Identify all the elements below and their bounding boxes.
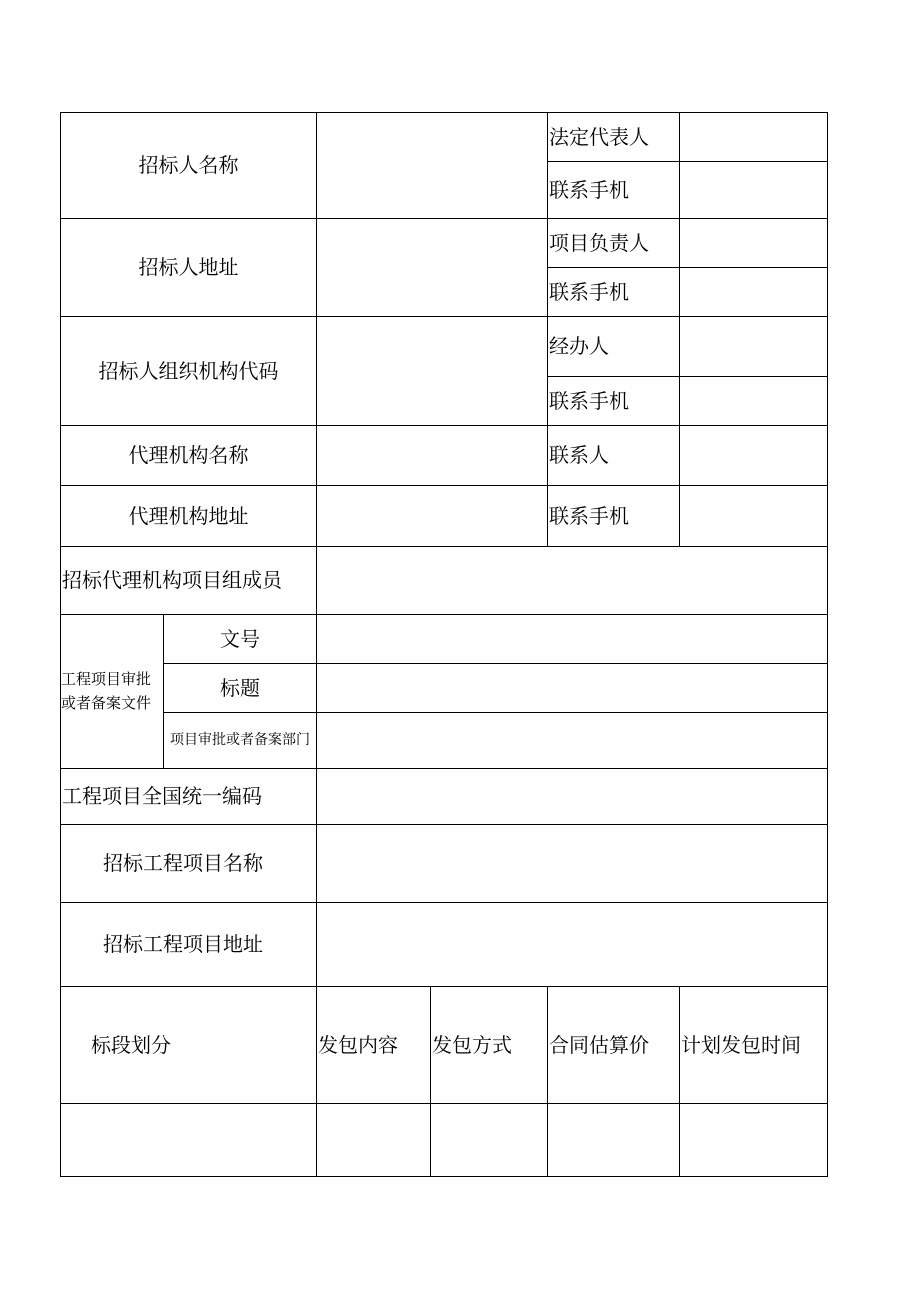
label-agency-address: 代理机构地址 bbox=[61, 486, 317, 547]
label-approval-dept: 项目审批或者备案部门 bbox=[164, 713, 317, 769]
label-doc-title: 标题 bbox=[164, 664, 317, 713]
label-lot-division: 标段划分 bbox=[61, 987, 317, 1104]
label-contact-mobile: 联系手机 bbox=[548, 486, 680, 547]
value-project-lead[interactable] bbox=[680, 219, 828, 268]
tender-registration-form bbox=[60, 112, 828, 1177]
value-handler-mobile[interactable] bbox=[680, 377, 828, 426]
label-project-lead-mobile: 联系手机 bbox=[548, 268, 680, 317]
value-contact[interactable] bbox=[680, 426, 828, 486]
value-project-lead-mobile[interactable] bbox=[680, 268, 828, 317]
label-legal-rep: 法定代表人 bbox=[548, 113, 680, 162]
label-contact: 联系人 bbox=[548, 426, 680, 486]
value-legal-rep[interactable] bbox=[680, 113, 828, 162]
value-handler[interactable] bbox=[680, 317, 828, 377]
value-national-code[interactable] bbox=[317, 769, 828, 825]
label-org-code: 招标人组织机构代码 bbox=[61, 317, 317, 426]
label-project-lead: 项目负责人 bbox=[548, 219, 680, 268]
label-contract-method: 发包方式 bbox=[431, 987, 548, 1104]
value-org-code[interactable] bbox=[317, 317, 548, 426]
value-doc-title[interactable] bbox=[317, 664, 828, 713]
value-legal-rep-mobile[interactable] bbox=[680, 162, 828, 219]
value-contract-content[interactable] bbox=[317, 1104, 431, 1177]
label-legal-rep-mobile: 联系手机 bbox=[548, 162, 680, 219]
label-tenderer-name: 招标人名称 bbox=[61, 113, 317, 219]
label-handler: 经办人 bbox=[548, 317, 680, 377]
value-doc-number[interactable] bbox=[317, 615, 828, 664]
value-contact-mobile[interactable] bbox=[680, 486, 828, 547]
value-tenderer-name[interactable] bbox=[317, 113, 548, 219]
label-approval-docs: 工程项目审批或者备案文件 bbox=[61, 615, 164, 769]
value-contract-method[interactable] bbox=[431, 1104, 548, 1177]
label-tenderer-address: 招标人地址 bbox=[61, 219, 317, 317]
label-project-address: 招标工程项目地址 bbox=[61, 903, 317, 987]
label-contract-content: 发包内容 bbox=[317, 987, 431, 1104]
label-agency-name: 代理机构名称 bbox=[61, 426, 317, 486]
value-planned-time[interactable] bbox=[680, 1104, 828, 1177]
value-approval-dept[interactable] bbox=[317, 713, 828, 769]
label-agency-team: 招标代理机构项目组成员 bbox=[61, 547, 317, 615]
value-project-address[interactable] bbox=[317, 903, 828, 987]
label-project-name: 招标工程项目名称 bbox=[61, 825, 317, 903]
label-estimated-price: 合同估算价 bbox=[548, 987, 680, 1104]
value-tenderer-address[interactable] bbox=[317, 219, 548, 317]
label-national-code: 工程项目全国统一编码 bbox=[61, 769, 317, 825]
value-estimated-price[interactable] bbox=[548, 1104, 680, 1177]
label-doc-number: 文号 bbox=[164, 615, 317, 664]
value-agency-address[interactable] bbox=[317, 486, 548, 547]
label-handler-mobile: 联系手机 bbox=[548, 377, 680, 426]
value-lot-division[interactable] bbox=[61, 1104, 317, 1177]
value-agency-team[interactable] bbox=[317, 547, 828, 615]
value-project-name[interactable] bbox=[317, 825, 828, 903]
label-planned-time: 计划发包时间 bbox=[680, 987, 828, 1104]
value-agency-name[interactable] bbox=[317, 426, 548, 486]
